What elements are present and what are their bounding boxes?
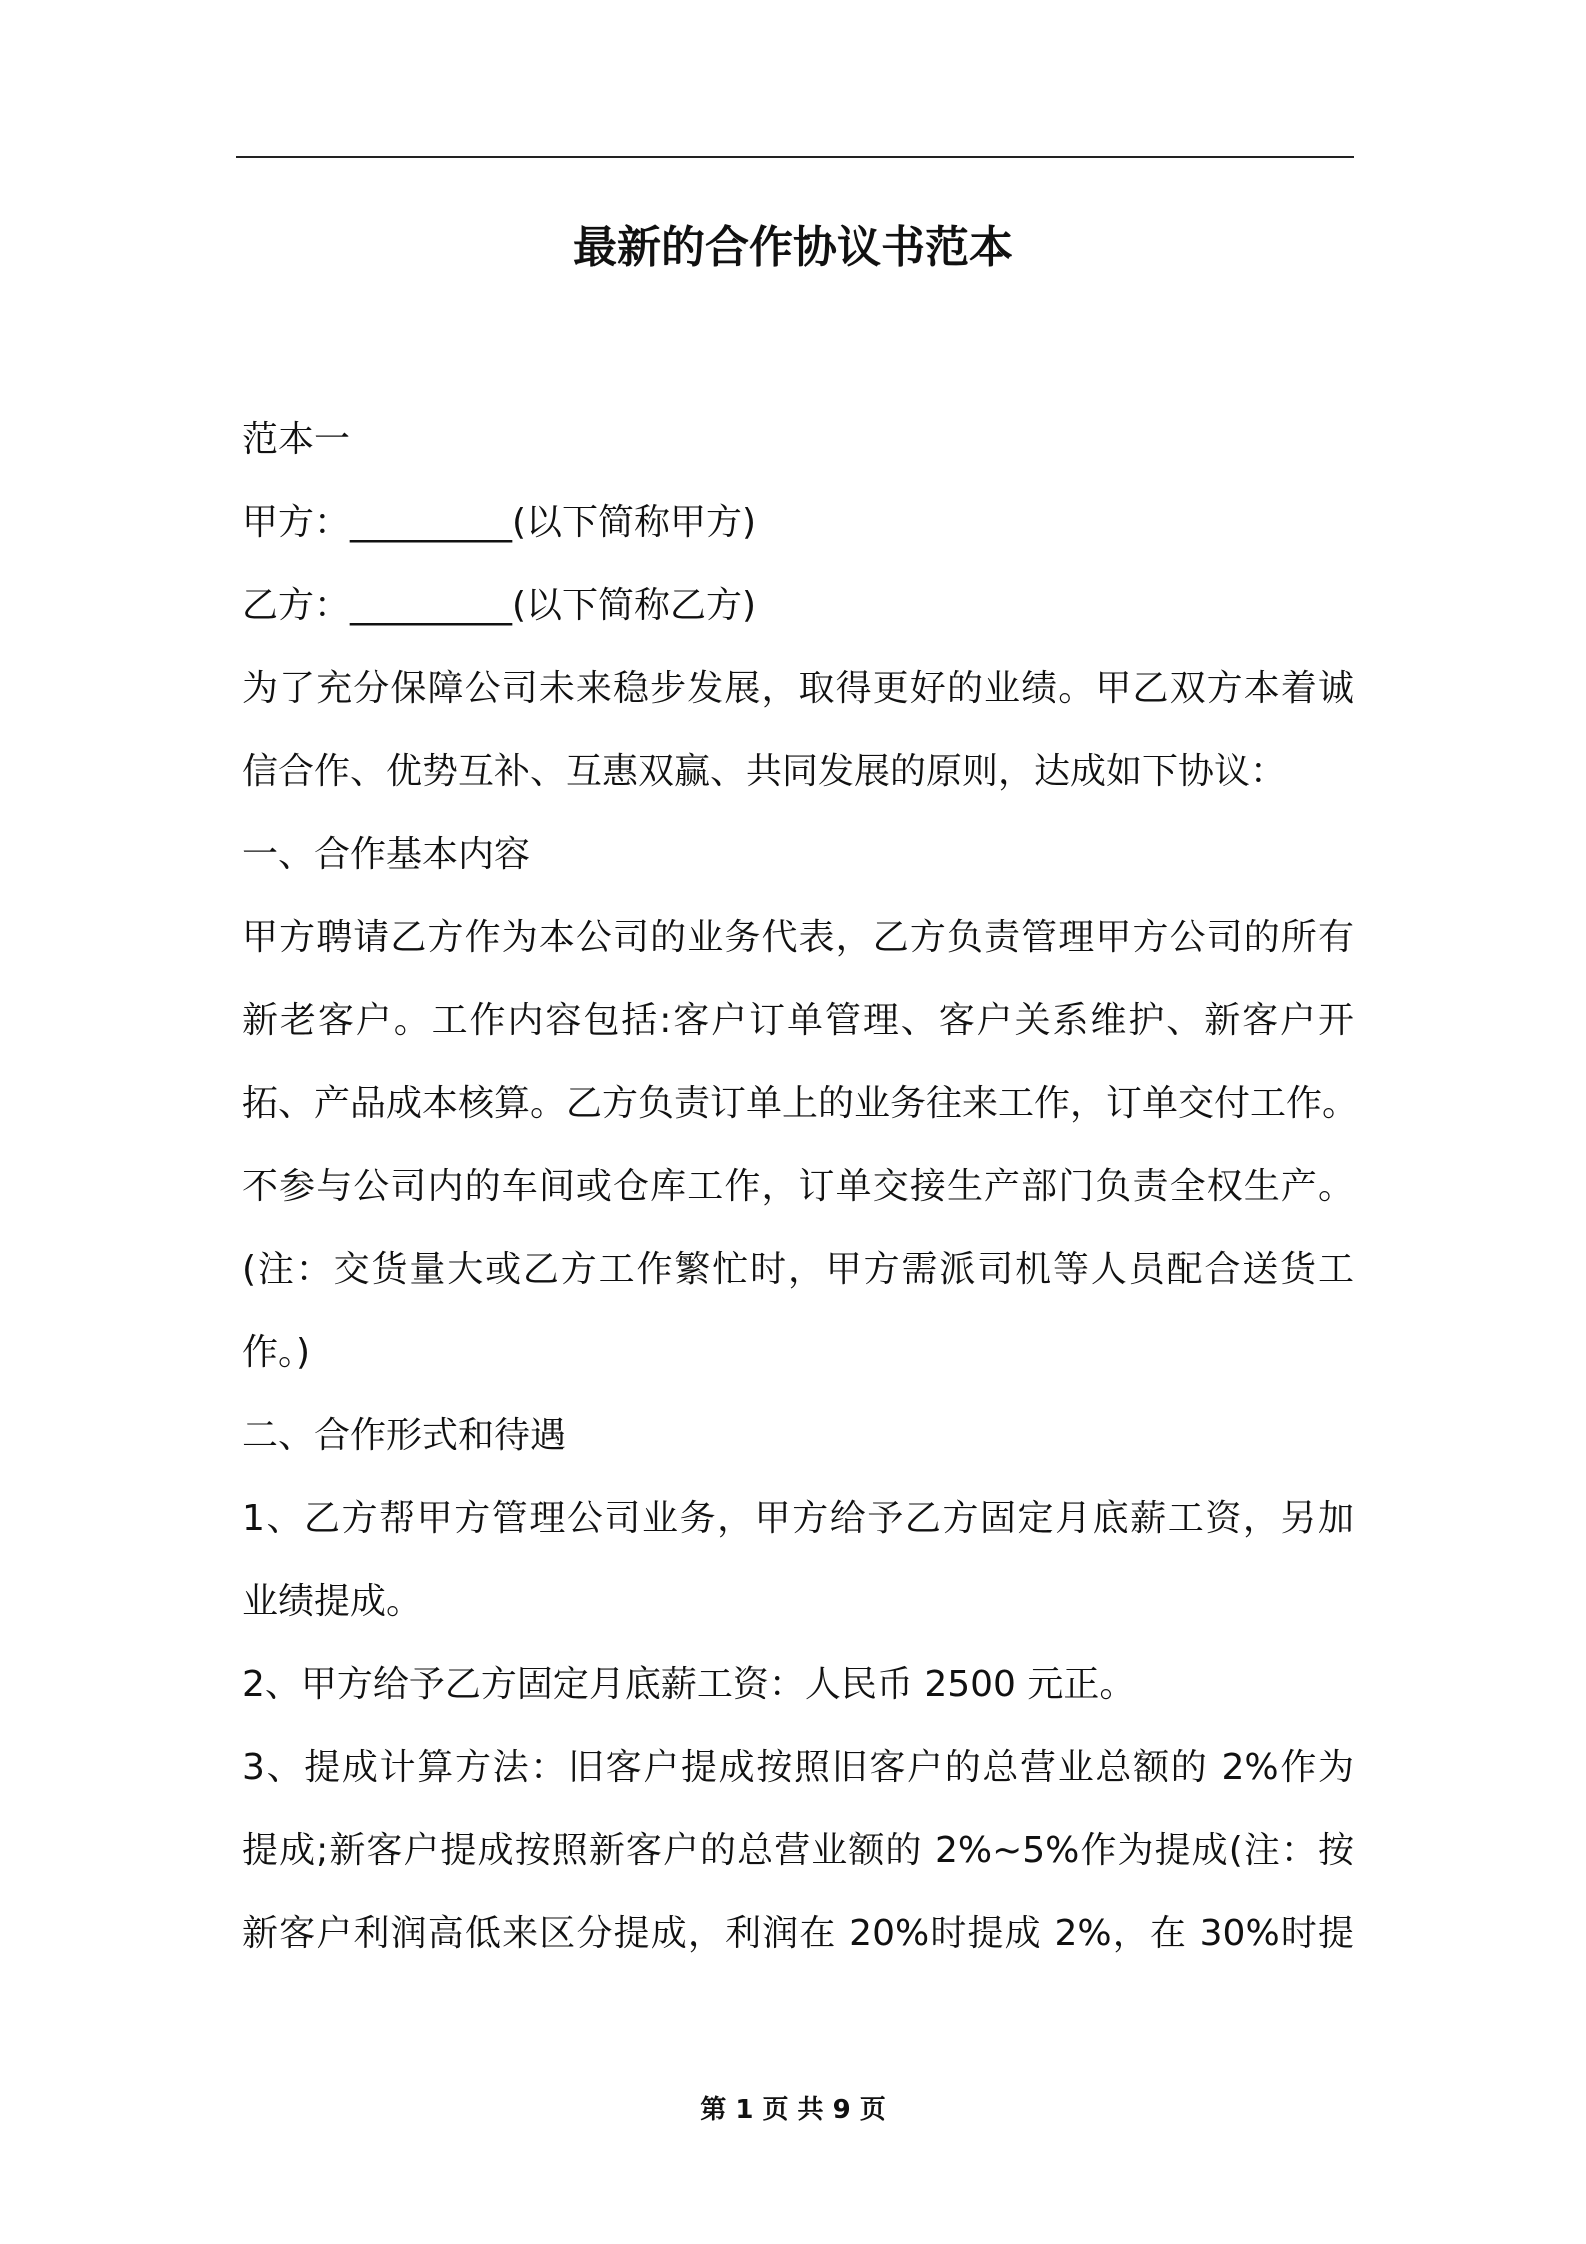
header-rule (236, 156, 1354, 158)
paragraph-line: 3、提成计算方法：旧客户提成按照旧客户的总营业总额的 2%作为 (242, 1747, 1354, 1788)
paragraph-line: 提成;新客户提成按照新客户的总营业额的 2%~5%作为提成(注：按 (242, 1830, 1354, 1871)
paragraph-line: 信合作、优势互补、互惠双赢、共同发展的原则，达成如下协议： (242, 751, 1287, 792)
paragraph-line: 新老客户。工作内容包括:客户订单管理、客户关系维护、新客户开 (242, 1000, 1354, 1041)
paragraph-line: 2、甲方给予乙方固定月底薪工资：人民币 2500 元正。 (242, 1664, 1136, 1705)
paragraph-line: 作。) (242, 1332, 311, 1373)
paragraph-line: 新客户利润高低来区分提成，利润在 20%时提成 2%，在 30%时提 (242, 1913, 1354, 1954)
section-heading: 二、合作形式和待遇 (242, 1415, 567, 1456)
paragraph-line: 甲方聘请乙方作为本公司的业务代表，乙方负责管理甲方公司的所有 (242, 917, 1354, 958)
party-a-line: 甲方：_________(以下简称甲方) (242, 502, 757, 543)
document-title: 最新的合作协议书范本 (573, 222, 1013, 273)
paragraph-line: 拓、产品成本核算。乙方负责订单上的业务往来工作，订单交付工作。 (242, 1083, 1359, 1124)
party-b-line: 乙方：_________(以下简称乙方) (242, 585, 757, 626)
paragraph-line: 1、乙方帮甲方管理公司业务，甲方给予乙方固定月底薪工资，另加 (242, 1498, 1354, 1539)
paragraph-line: 不参与公司内的车间或仓库工作，订单交接生产部门负责全权生产。 (242, 1166, 1354, 1207)
document-body (242, 398, 1359, 1975)
paragraph-line: 为了充分保障公司未来稳步发展，取得更好的业绩。甲乙双方本着诚 (242, 668, 1354, 709)
page-footer: 第 1 页 共 9 页 (700, 2095, 886, 2125)
section-heading: 一、合作基本内容 (242, 834, 531, 875)
paragraph-line: (注：交货量大或乙方工作繁忙时，甲方需派司机等人员配合送货工 (242, 1249, 1354, 1290)
section-label: 范本一 (242, 419, 351, 460)
paragraph-line: 业绩提成。 (242, 1581, 423, 1622)
